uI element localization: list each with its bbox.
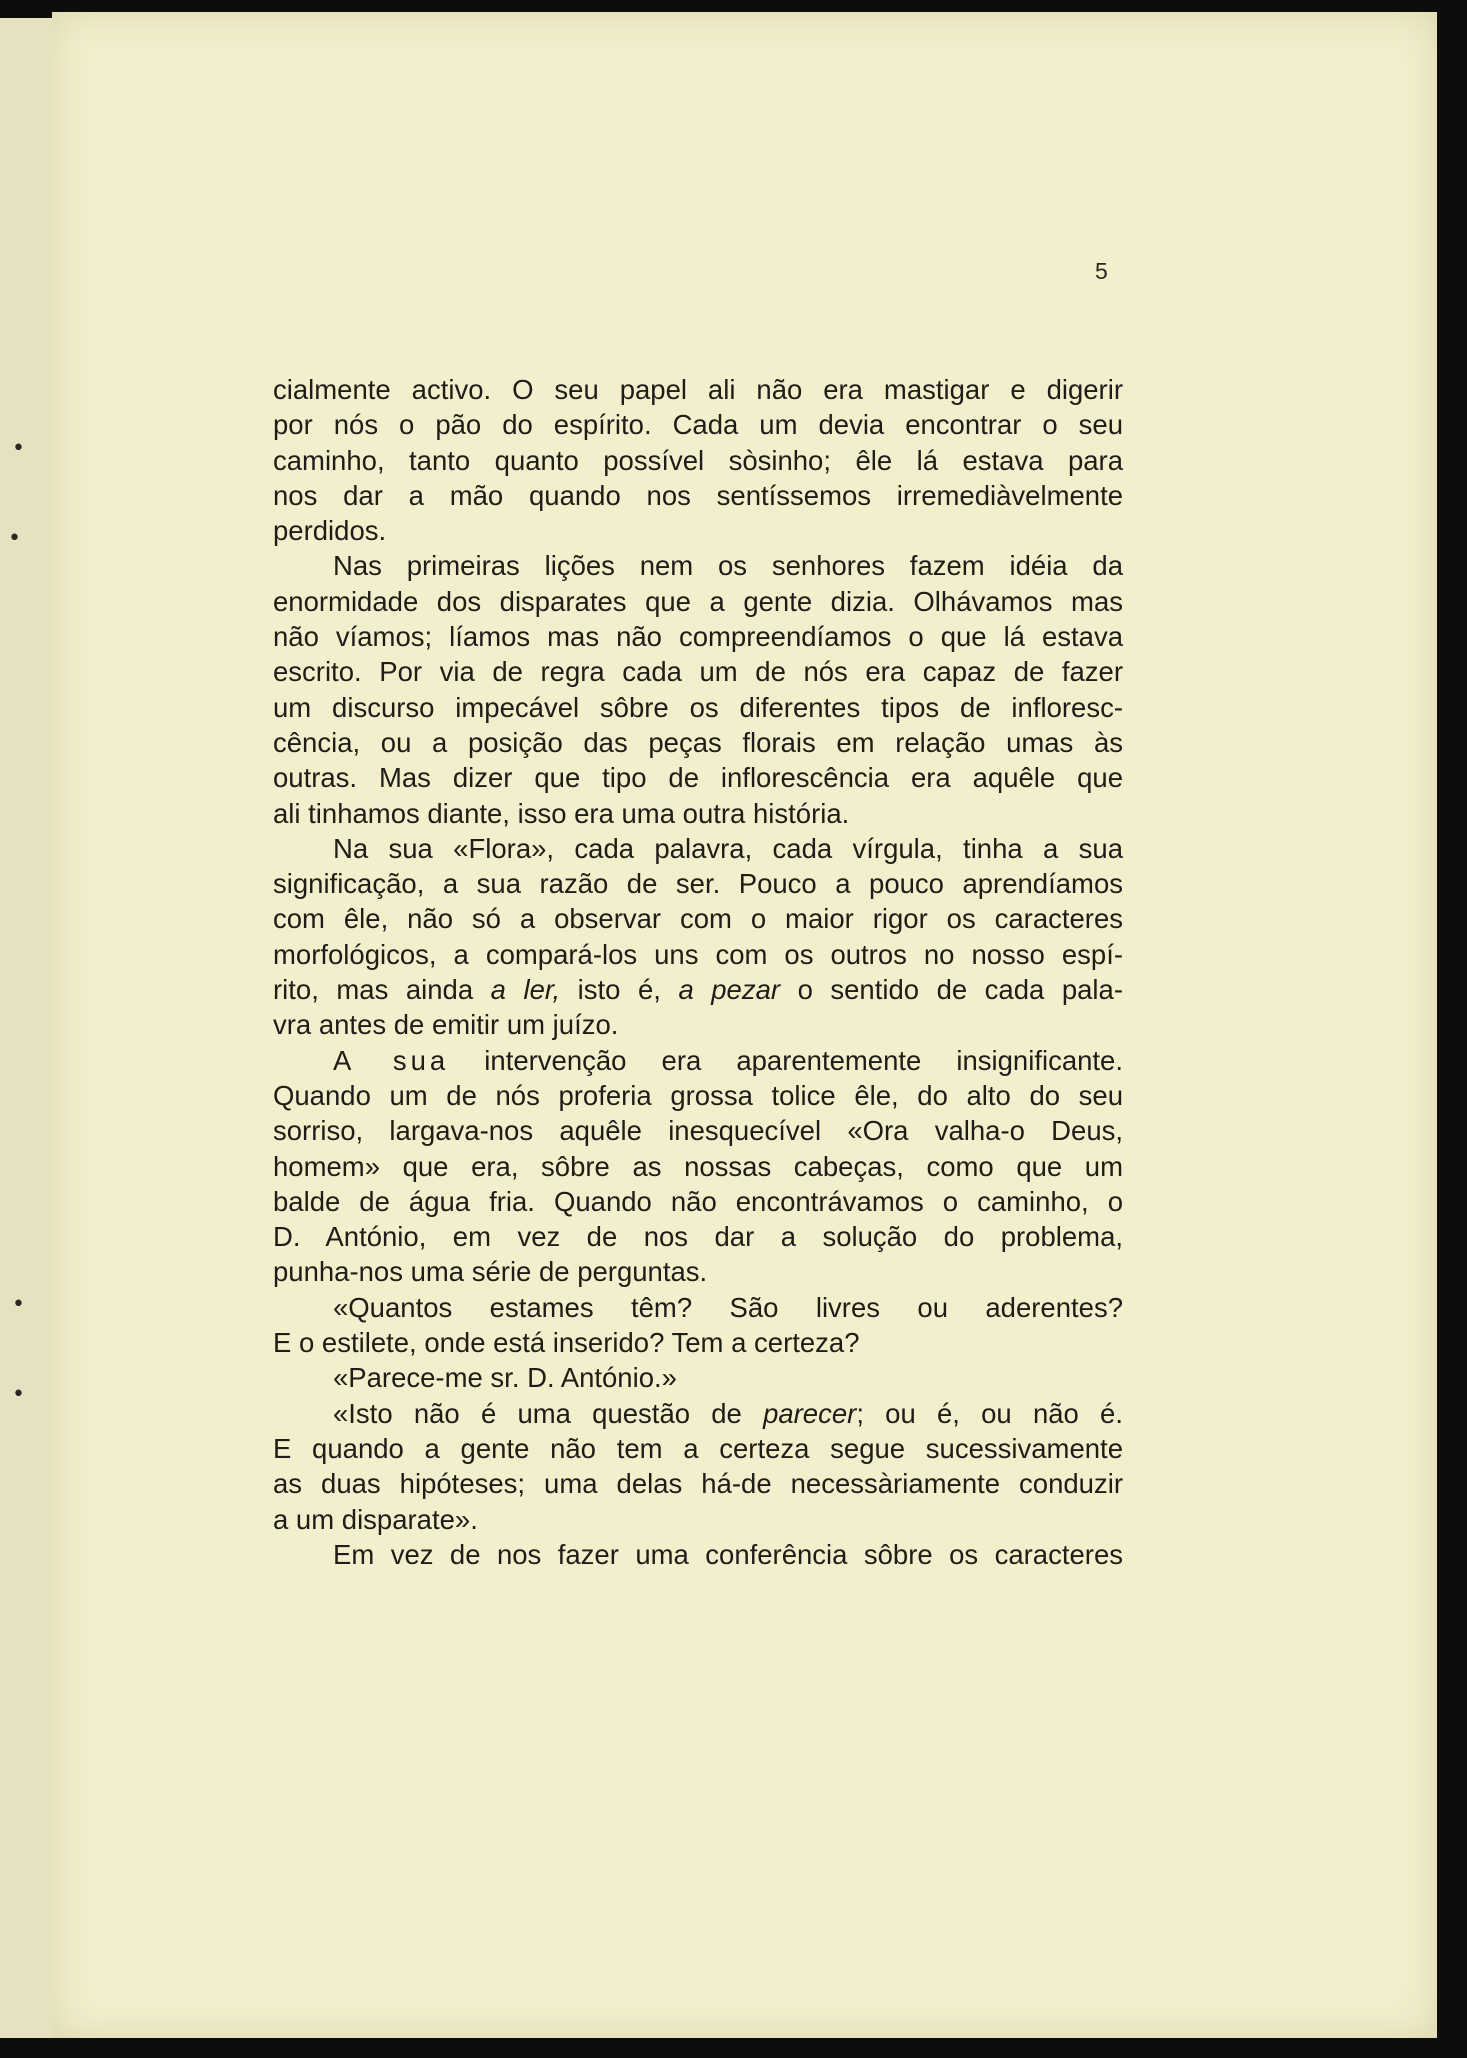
text-line: Quando um de nós proferia grossa tolice êle, do alto do seu (273, 1079, 1123, 1111)
text-segment: ; ou é, ou não é. (856, 1397, 1123, 1429)
text-segment: isto é, (560, 974, 679, 1006)
text-line: um discurso impecável sôbre os diferentes tipos de infloresc- (273, 691, 1123, 723)
text-line: Em vez de nos fazer uma conferência sôbre os caracteres (333, 1538, 1123, 1570)
text-line: sorriso, largava-nos aquêle inesquecível «Ora valha-o Deus, (273, 1115, 1123, 1147)
margin-mark: • (12, 1382, 25, 1407)
text-line (273, 1043, 1123, 1078)
text-line: as duas hipóteses; uma delas há-de necessàriamente conduzir (273, 1468, 1123, 1500)
emphasis-text: a ler, (490, 974, 561, 1006)
text-segment: «Isto não é uma questão de (333, 1397, 764, 1429)
text-line: homem» que era, sôbre as nossas cabeças, como que um (273, 1150, 1123, 1182)
text-line: nos dar a mão quando nos sentíssemos irremediàvelmente (273, 479, 1123, 511)
text-line: morfológicos, a compará-los uns com os outros no nosso espí- (273, 938, 1123, 970)
text-line: cialmente activo. O seu papel ali não era mastigar e digerir (273, 374, 1123, 405)
text-line (273, 972, 1123, 1007)
page-number: 5 (1095, 258, 1108, 284)
margin-mark: • (8, 526, 21, 551)
text-line: «Parece-me sr. D. António.» (333, 1362, 677, 1394)
book-page (52, 12, 1437, 2038)
text-line: cência, ou a posição das peças florais em relação umas às (273, 726, 1123, 758)
text-line: caminho, tanto quanto possível sòsinho; êle lá estava para (273, 444, 1123, 476)
margin-mark: • (12, 436, 25, 461)
text-line: E o estilete, onde está inserido? Tem a certeza? (273, 1327, 860, 1359)
margin-mark: • (12, 1292, 25, 1317)
text-line: Nas primeiras lições nem os senhores fazem idéia da (333, 550, 1123, 582)
text-line: Na sua «Flora», cada palavra, cada vírgula, tinha a sua (333, 832, 1123, 864)
text-line: a um disparate». (273, 1503, 478, 1535)
body-text (273, 372, 1123, 1572)
text-line: enormidade dos disparates que a gente dizia. Olhávamos mas (273, 585, 1123, 617)
text-line: vra antes de emitir um juízo. (273, 1009, 619, 1041)
text-line: com êle, não só a observar com o maior rigor os caracteres (273, 903, 1123, 935)
text-line: D. António, em vez de nos dar a solução do problema, (273, 1221, 1123, 1253)
text-segment: intervenção era aparentemente insignificante. (449, 1044, 1123, 1076)
text-line: significação, a sua razão de ser. Pouco a pouco aprendíamos (273, 868, 1123, 900)
text-line: E quando a gente não tem a certeza segue sucessivamente (273, 1432, 1123, 1464)
text-line: não víamos; líamos mas não compreendíamos o que lá estava (273, 621, 1123, 653)
text-line (273, 1396, 1123, 1431)
text-line: balde de água fria. Quando não encontrávamos o caminho, o (273, 1185, 1123, 1217)
text-line: punha-nos uma série de perguntas. (273, 1256, 708, 1288)
text-line: «Quantos estames têm? São livres ou aderentes? (333, 1291, 1123, 1323)
text-line: ali tinhamos diante, isso era uma outra história. (273, 797, 850, 829)
text-line: perdidos. (273, 515, 387, 547)
text-line: escrito. Por via de regra cada um de nós era capaz de fazer (273, 656, 1123, 688)
text-segment: rito, mas ainda (273, 974, 491, 1006)
text-segment: o sentido de cada pala- (780, 974, 1123, 1006)
emphasis-text: a pezar (678, 974, 781, 1006)
previous-page-edge (0, 18, 55, 2038)
spaced-text: A sua (333, 1044, 450, 1076)
text-line: outras. Mas dizer que tipo de inflorescência era aquêle que (273, 762, 1123, 794)
emphasis-text: parecer (763, 1397, 857, 1429)
text-line: por nós o pão do espírito. Cada um devia encontrar o seu (273, 409, 1123, 441)
